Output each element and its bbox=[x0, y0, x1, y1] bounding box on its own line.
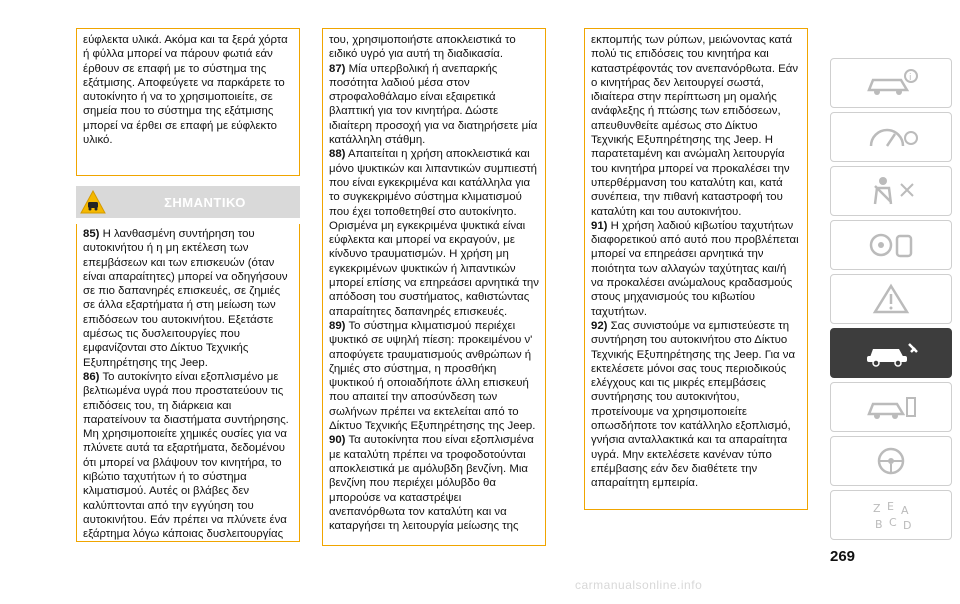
note-item: 92) Σας συνιστούμε να εμπιστεύεστε τη συντήρηση του αυτοκινήτου στο Δίκτυο Τεχνικής Εξυπηρέτησης της Jeep. Για να εκτελέσετε μόνοι σας τους περιοδικούς ελέγχους και τις μικρές επεμβάσεις συντήρησης του αυτοκινήτου, προτείνουμε να χρησιμοποιείτε οπωσδήποτε τον κατάλληλο εξοπλισμό, γνήσια ανταλλακτικά και τα απαραίτητα υγρά. Μην εκτελέσετε κανέναν τύπο επέμβασης εάν δεν διαθέτετε την απαραίτητη εμπειρία. bbox=[591, 319, 796, 490]
tab-car-info[interactable] bbox=[830, 58, 952, 108]
note-item: 86) Το αυτοκίνητο είναι εξοπλισμένο με βελτιωμένα υγρά που προστατεύουν τις επιδόσεις του, τη διάρκεια και παρατείνουν τα διαστήματα συντήρησης. Μη χρησιμοποιείτε χημικές ουσίες για να πλύνετε αυτά τα εξαρτήματα, δεδομένου ότι μπορεί να βλάψουν τον κινητήρα, το κιβώτιο ταχυτήτων ή το σύστημα κλιματισμού. Αυτές οι βλάβες δεν καλύπτονται από την εγγύηση του αυτοκινήτου. Εάν πρέπει να πλύνετε ένα εξάρτημα λόγω κάποιας δυσλειτουργίας bbox=[83, 370, 289, 541]
car-key-icon bbox=[861, 228, 921, 262]
page-number: 269 bbox=[830, 548, 856, 565]
index-letters-icon bbox=[861, 498, 921, 532]
paragraph: του, χρησιμοποιήστε αποκλειστικά το ειδικό υγρό για αυτή τη διαδικασία. bbox=[329, 34, 516, 61]
note-item: 88) Απαιτείται η χρήση αποκλειστικά και μόνο ψυκτικών και λιπαντικών συμπιεστή που είναι εγκεκριμένα και κατάλληλα για το συγκεκριμένο σύστημα κλιματισμού που έχει τοποθετηθεί στο αυτοκίνητο. Ορισμένα μη εγκεκριμένα ψυκτικά είναι εύφλεκτα και μπορεί να εκραγούν, με κίνδυνο τραυματισμών. Η χρήση μη εγκεκριμένων ψυκτικών ή λιπαντικών μπορεί επίσης να επηρεάσει αρνητικά την απόδοση του συστήματος, καθιστώντας απαραίτητες δαπανηρές επισκευές. bbox=[329, 148, 539, 318]
svg-text:D: D bbox=[903, 519, 912, 532]
svg-text:E: E bbox=[887, 500, 894, 513]
tab-dashboard[interactable] bbox=[830, 112, 952, 162]
note-item: 91) Η χρήση λαδιού κιβωτίου ταχυτήτων διαφορετικού από αυτό που προβλέπεται μπορεί να επηρεάσει αρνητικά την ποιότητα των αλλαγών ταχύτητας και/ή να προκαλέσει ανώμαλους κραδασμούς στους μηχανισμούς του κιβωτίου ταχυτήτων. bbox=[591, 219, 799, 318]
svg-text:C: C bbox=[889, 516, 897, 529]
car-service-icon bbox=[861, 336, 921, 370]
note-item: 85) Η λανθασμένη συντήρηση του αυτοκινήτου ή η μη εκτέλεση των επεμβάσεων και των επισκευών (όταν είναι απαραίτητες) μπορεί να οδηγήσουν σε πιο δαπανηρές επισκευές, σε ζημιές σε άλλα εξαρτήματα ή στη μείωση των επιδόσεων του αυτοκινήτου. Εξετάστε αμέσως τις δυσλειτουργίες που εμφανίζονται στο Δίκτυο Τεχνικής Εξυπηρέτησης της Jeep. bbox=[83, 228, 288, 369]
wrench-spec-icon bbox=[861, 390, 921, 424]
seatbelt-safety-icon bbox=[861, 174, 921, 208]
svg-text:i: i bbox=[909, 73, 912, 83]
paragraph: εύφλεκτα υλικά. Ακόμα και τα ξερά χόρτα ή φύλλα μπορεί να πάρουν φωτιά εάν έρθουν σε επαφή με το σύστημα της εξάτμισης. Αποφεύγετε να παρκάρετε το αυτοκίνητο ή να το χρησιμοποιείτε, σε σημεία που το σύστημα της εξάτμισης μπορεί να έρθει σε επαφή με εύφλεκτο υλικό. bbox=[83, 34, 288, 147]
warning-triangle-icon bbox=[861, 282, 921, 316]
tab-starting-driving[interactable] bbox=[830, 220, 952, 270]
tab-servicing[interactable] bbox=[830, 328, 952, 378]
note-item: 89) Το σύστημα κλιματισμού περιέχει ψυκτικό σε υψηλή πίεση: προκειμένου ν' αποφύγετε τραυματισμούς ανθρώπων ή ζημιές στο σύστημα, η προσθήκη ψυκτικού ή οποιαδήποτε άλλη επισκευή που απαιτεί την αποσύνδεση των σωλήνων πρέπει να εκτελείται από το Δίκτυο Τεχνικής Εξυπηρέτησης της Jeep. bbox=[329, 319, 536, 433]
warning-car-icon bbox=[76, 186, 110, 218]
car-info-icon bbox=[861, 66, 921, 100]
tab-multimedia[interactable] bbox=[830, 436, 952, 486]
text-column-1 bbox=[76, 28, 300, 176]
tab-technical-data[interactable] bbox=[830, 382, 952, 432]
watermark-footer: carmanualsonline.info bbox=[575, 578, 703, 592]
text-column-3 bbox=[584, 28, 808, 510]
steering-wheel-icon bbox=[861, 444, 921, 478]
svg-text:A: A bbox=[901, 504, 909, 517]
important-note-header bbox=[76, 186, 300, 218]
paragraph: εκπομπής των ρύπων, μειώνοντας κατά πολύ τις επιδόσεις του κινητήρα και καταστρέφοντάς τον ανεπανόρθωτα. Εάν ο κινητήρας δεν λειτουργεί σωστά, ιδιαίτερα στην περίπτωση μη ομαλής ανάφλεξης ή πτώσης των επιδόσεων, απευθυνθείτε αμέσως στο Δίκτυο Τεχνικής Εξυπηρέτησης της Jeep. Η παρατεταμένη και ανώμαλη λειτουργία του κινητήρα μπορεί να προκαλέσει την υπερθέρμανση του καταλύτη και, κατά συνέπεια, την πιθανή καταστροφή του καταλύτη και του αυτοκινήτου. bbox=[591, 34, 799, 218]
tab-emergency[interactable] bbox=[830, 274, 952, 324]
text-column-2 bbox=[322, 28, 546, 546]
dashboard-icon bbox=[861, 120, 921, 154]
note-item: 90) Τα αυτοκίνητα που είναι εξοπλισμένα με καταλύτη πρέπει να τροφοδοτούνται αποκλειστικά με αμόλυβδη βενζίνη. Μια βενζίνη που περιέχει μόλυβδο θα μπορούσε να καταστρέψει ανεπανόρθωτα τον καταλύτη και να καταργήσει τη λειτουργία μείωσης της bbox=[329, 434, 534, 533]
note-item: 87) Μία υπερβολική ή ανεπαρκής ποσότητα λαδιού μέσα στον στροφαλοθάλαμο είναι εξαιρετικά βλαπτική για τον κινητήρα. Δώστε ιδιαίτερη προσοχή για να διατηρήσετε μία κατάλληλη στάθμη. bbox=[329, 62, 538, 147]
svg-text:B: B bbox=[875, 518, 883, 531]
note-title: ΣΗΜΑΝΤΙΚΟ bbox=[164, 194, 246, 210]
text-column-1-notes bbox=[76, 224, 300, 542]
tab-safety[interactable] bbox=[830, 166, 952, 216]
svg-text:Z: Z bbox=[873, 502, 881, 515]
tab-index[interactable] bbox=[830, 490, 952, 540]
